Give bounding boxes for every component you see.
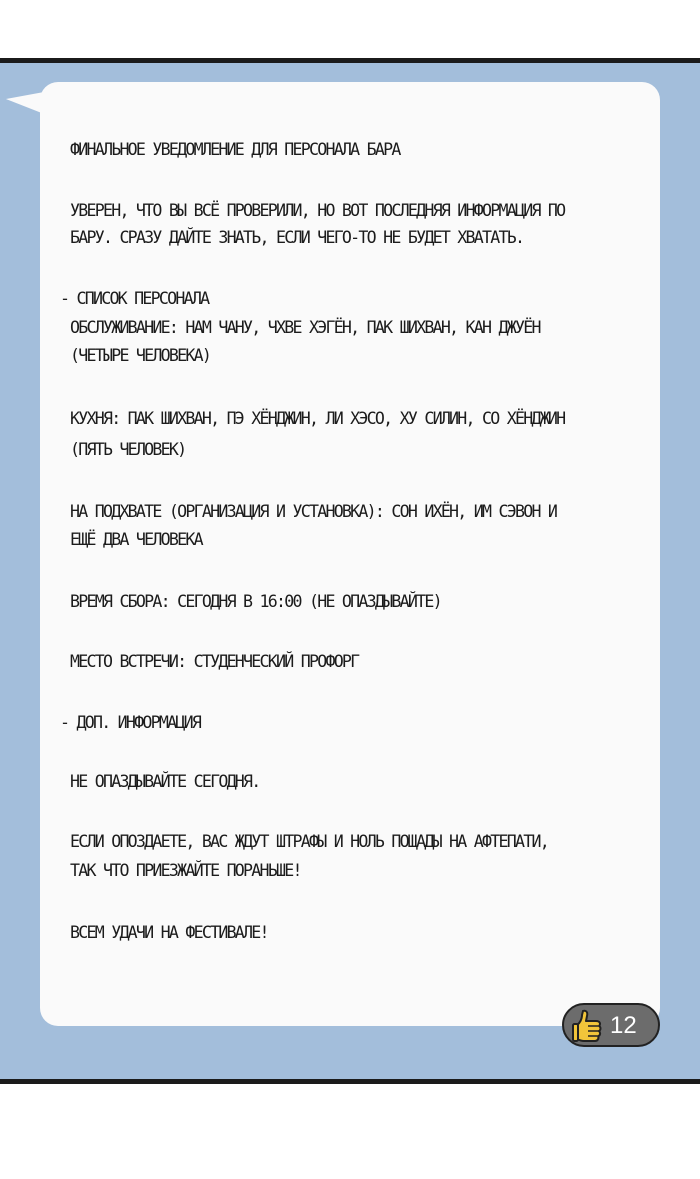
extra-info-heading: - ДОП. ИНФОРМАЦИЯ xyxy=(60,713,201,732)
penalty-line-2: ТАК ЧТО ПРИЕЗЖАЙТЕ ПОРАНЬШЕ! xyxy=(70,861,301,880)
extra-info-line: НЕ ОПАЗДЫВАЙТЕ СЕГОДНЯ. xyxy=(70,772,260,791)
setup-staff-line-1: НА ПОДХВАТЕ (ОРГАНИЗАЦИЯ И УСТАНОВКА): СОН ИХЁН, ИМ СЭВОН И xyxy=(70,502,557,521)
kitchen-staff-line-2: (ПЯТЬ ЧЕЛОВЕК) xyxy=(70,440,186,459)
message-title: ФИНАЛЬНОЕ УВЕДОМЛЕНИЕ ДЛЯ ПЕРСОНАЛА БАРА xyxy=(70,140,400,159)
service-staff-line-2: (ЧЕТЫРЕ ЧЕЛОВЕКА) xyxy=(70,346,211,365)
message-intro-line-2: БАРУ. СРАЗУ ДАЙТЕ ЗНАТЬ, ЕСЛИ ЧЕГО-ТО НЕ БУДЕТ ХВАТАТЬ. xyxy=(70,228,524,247)
staff-list-heading: - СПИСОК ПЕРСОНАЛА xyxy=(60,289,209,308)
message-intro-line-1: УВЕРЕН, ЧТО ВЫ ВСЁ ПРОВЕРИЛИ, НО ВОТ ПОСЛЕДНЯЯ ИНФОРМАЦИЯ ПО xyxy=(70,201,565,220)
service-staff-line-1: ОБСЛУЖИВАНИЕ: НАМ ЧАНУ, ЧХВЕ ХЭГЁН, ПАК ШИХВАН, КАН ДЖУЁН xyxy=(70,318,540,337)
reaction-count: 12 xyxy=(610,1012,637,1039)
setup-staff-line-2: ЕЩЁ ДВА ЧЕЛОВЕКА xyxy=(70,530,202,549)
penalty-line-1: ЕСЛИ ОПОЗДАЕТЕ, ВАС ЖДУТ ШТРАФЫ И НОЛЬ ПОЩАДЫ НА АФТЕПАТИ, xyxy=(70,832,548,851)
reaction-badge[interactable] xyxy=(562,1003,660,1047)
meeting-time: ВРЕМЯ СБОРА: СЕГОДНЯ В 16:00 (НЕ ОПАЗДЫВАЙТЕ) xyxy=(70,592,441,611)
message-bubble[interactable] xyxy=(40,82,660,1026)
meeting-place: МЕСТО ВСТРЕЧИ: СТУДЕНЧЕСКИЙ ПРОФОРГ xyxy=(70,652,359,671)
closing-line: ВСЕМ УДАЧИ НА ФЕСТИВАЛЕ! xyxy=(70,923,268,942)
thumbs-up-icon xyxy=(572,1009,602,1043)
kitchen-staff-line-1: КУХНЯ: ПАК ШИХВАН, ПЭ ХЁНДЖИН, ЛИ ХЭСО, ХУ СИЛИН, СО ХЁНДЖИН xyxy=(70,409,565,428)
